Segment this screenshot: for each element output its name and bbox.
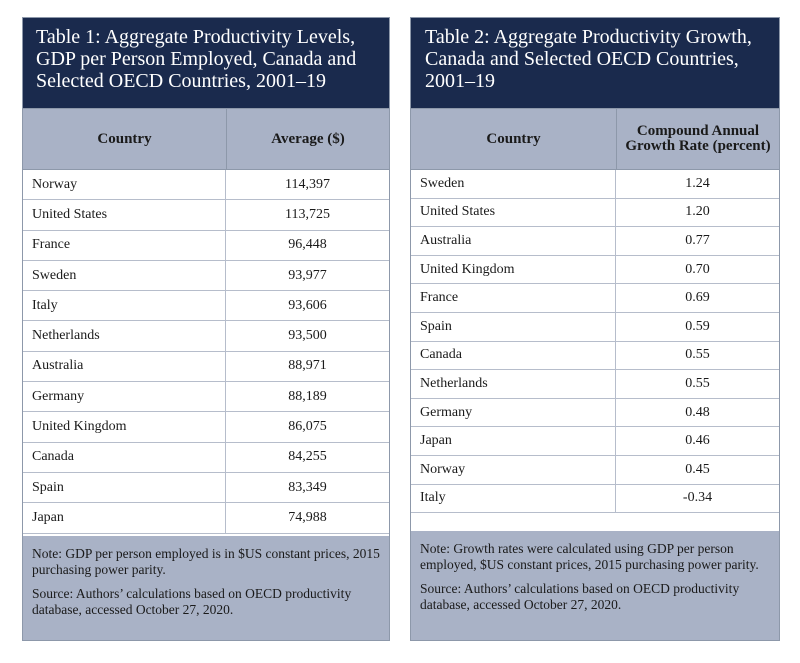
cell-value: 0.55 [685, 375, 710, 391]
table-row [411, 170, 779, 199]
table-row [411, 227, 779, 256]
table-row [23, 443, 389, 473]
table-row [411, 485, 779, 514]
table-row [411, 199, 779, 228]
table-row [23, 412, 389, 442]
table-row [411, 370, 779, 399]
cell-country: France [411, 284, 616, 312]
cell-country: United Kingdom [411, 256, 616, 284]
cell-value: 0.45 [685, 461, 710, 477]
table-row [23, 291, 389, 321]
table-row [23, 382, 389, 412]
cell-country: Australia [411, 227, 616, 255]
note-text: Note: GDP per person employed is in $US constant prices, 2015 purchasing power parity. [32, 546, 380, 577]
table-title: Table 1: Aggregate Productivity Levels, GDP per Person Employed, Canada and Selected OECD Countries, 2001–19 [23, 18, 389, 108]
cell-country: Japan [23, 503, 226, 532]
cell-country: Australia [23, 352, 226, 381]
cell-country: Spain [23, 473, 226, 502]
cell-value: 86,075 [288, 419, 327, 435]
cell-country: Canada [411, 342, 616, 370]
cell-country: Sweden [23, 261, 226, 290]
table-row [411, 456, 779, 485]
cell-value: 74,988 [288, 509, 327, 525]
cell-value: 0.70 [685, 261, 710, 277]
table-note [23, 536, 389, 640]
table-row [23, 503, 389, 533]
source-text: Source: Authors’ calculations based on OECD productivity database, accessed October 27, 2020. [420, 581, 740, 612]
cell-country: Netherlands [411, 370, 616, 398]
table-note [411, 531, 779, 640]
cell-value: 0.69 [685, 290, 710, 306]
table-row [411, 313, 779, 342]
cell-country: Spain [411, 313, 616, 341]
cell-value: 93,606 [288, 297, 327, 313]
cell-value: 113,725 [285, 206, 330, 222]
table-row [23, 473, 389, 503]
table-row [23, 170, 389, 200]
cell-value: 0.48 [685, 404, 710, 420]
table-body [411, 170, 779, 513]
table-row [23, 352, 389, 382]
table-row [411, 256, 779, 285]
table-productivity-levels [22, 17, 390, 641]
cell-value: 0.59 [685, 318, 710, 334]
cell-value: 93,977 [288, 267, 327, 283]
table-row [411, 342, 779, 371]
table-row [23, 321, 389, 351]
cell-value: 84,255 [288, 449, 327, 465]
table-body [23, 170, 389, 534]
table-row [411, 399, 779, 428]
column-header-growth-rate: Compound Annual Growth Rate (percent) [625, 123, 771, 154]
cell-country: Norway [23, 170, 226, 199]
table-row [411, 284, 779, 313]
table-row [411, 427, 779, 456]
cell-country: United States [411, 199, 616, 227]
column-header-country: Country [411, 109, 617, 169]
cell-country: Italy [23, 291, 226, 320]
table-row [23, 231, 389, 261]
cell-value: 0.55 [685, 347, 710, 363]
table-row [23, 261, 389, 291]
cell-value: 83,349 [288, 479, 327, 495]
cell-value: 1.20 [685, 204, 710, 220]
cell-value: 88,189 [288, 388, 327, 404]
table-row [23, 200, 389, 230]
table-header [23, 108, 389, 170]
cell-value: 96,448 [288, 237, 327, 253]
cell-country: Japan [411, 427, 616, 455]
cell-value: 88,971 [288, 358, 327, 374]
cell-country: Germany [23, 382, 226, 411]
table-header [411, 108, 779, 170]
column-header-country: Country [23, 109, 227, 169]
cell-country: Canada [23, 443, 226, 472]
table-title: Table 2: Aggregate Productivity Growth, Canada and Selected OECD Countries, 2001–19 [411, 18, 779, 108]
cell-value: 93,500 [288, 328, 327, 344]
cell-value: -0.34 [682, 490, 713, 506]
cell-country: Netherlands [23, 321, 226, 350]
note-text: Note: Growth rates were calculated using GDP per person employed, $US constant prices, 2015 purchasing power parity. [420, 541, 759, 572]
cell-country: United Kingdom [23, 412, 226, 441]
cell-value: 114,397 [285, 176, 330, 192]
cell-value: 1.24 [685, 175, 710, 191]
cell-country: France [23, 231, 226, 260]
cell-value: 0.77 [685, 232, 710, 248]
cell-country: Sweden [411, 170, 616, 198]
source-text: Source: Authors’ calculations based on OECD productivity database, accessed October 27, 2020. [32, 586, 352, 617]
cell-value: 0.46 [685, 433, 710, 449]
cell-country: Italy [411, 485, 616, 513]
cell-country: Germany [411, 399, 616, 427]
cell-country: Norway [411, 456, 616, 484]
cell-country: United States [23, 200, 226, 229]
column-header-average: Average ($) [271, 130, 345, 147]
table-productivity-growth [410, 17, 780, 641]
